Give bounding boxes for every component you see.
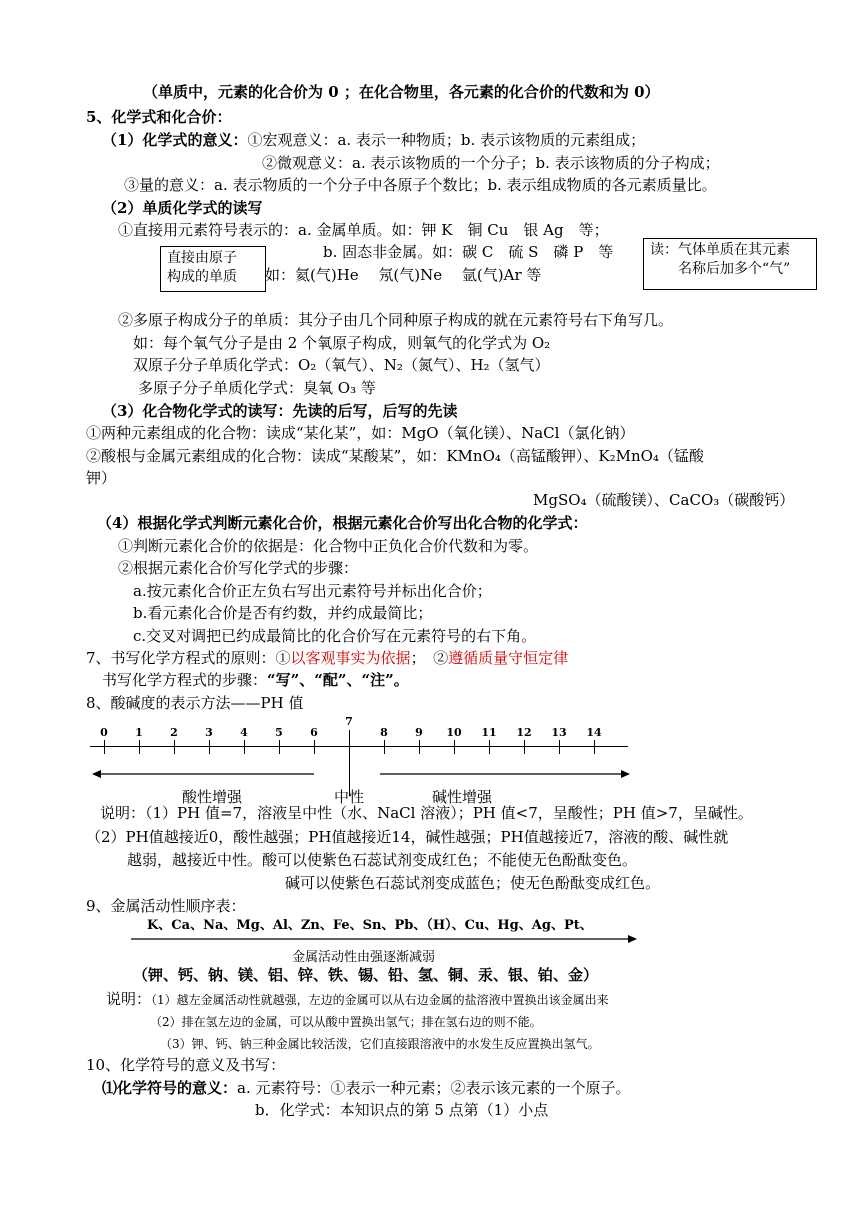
ph-tick <box>279 740 280 754</box>
activity-arrow <box>131 934 637 944</box>
ph-tick <box>244 740 245 754</box>
box-text: 读：气体单质在其元素 <box>650 242 790 258</box>
small-text: （1）越左金属活动性就越强，左边的金属可以从右边金属的盐溶液中置换出该金属出来 <box>151 993 609 1007</box>
ph-tick <box>384 740 385 754</box>
small-text: （3）钾、钙、钠三种金属比较活泼，它们直接跟溶液中的水发生反应置换出氢气。 <box>160 1037 600 1051</box>
text-line: ①直接用元素符号表示的：a. 金属单质。如：钾 K 铜 Cu 银 Ag 等； <box>118 221 609 239</box>
text-line: 双原子分子单质化学式：O₂（氧气）、N₂（氮气）、H₂（氢气） <box>133 356 550 374</box>
ph-tick <box>174 740 175 754</box>
text-line: b．化学式：本知识点的第 5 点第（1）小点 <box>255 1101 549 1119</box>
text-line: b.看元素化合价是否有约数，并约成最简比； <box>133 604 433 622</box>
box-text: 构成的单质 <box>167 269 237 285</box>
ph-tick-label: 0 <box>100 726 108 739</box>
text-line <box>102 670 409 690</box>
text-line: ③量的意义：a. 表示物质的一个分子中各原子个数比；b. 表示组成物质的各元素质量比。 <box>124 176 717 194</box>
ph-tick-label: 11 <box>481 726 497 739</box>
text-line: b. 固态非金属。如：碳 C 硫 S 磷 P 等 <box>323 243 614 261</box>
text-line: 钾） <box>86 469 117 487</box>
ph-tick-label: 8 <box>380 726 388 739</box>
ph-tick-label: 3 <box>205 726 213 739</box>
box-text: 直接由原子 <box>167 250 237 266</box>
box-text: 名称后加多个“气” <box>678 261 791 277</box>
ph-tick-label: 2 <box>170 726 178 739</box>
text-line: ②微观意义：a. 表示该物质的一个分子；b. 表示该物质的分子构成； <box>262 154 720 172</box>
text-line <box>102 130 645 150</box>
text-line: 越弱，越接近中性。酸可以使紫色石蕊试剂变成红色；不能使无色酚酞变色。 <box>127 851 638 869</box>
text-line: 如：每个氧气分子是由 2 个氧原子构成，则氧气的化学式为 O₂ <box>133 334 551 352</box>
text-line: ②酸根与金属元素组成的化合物：读成“某酸某”，如：KMnO₄（高锰酸钾）、K₂MnO₄（锰酸 <box>86 447 704 465</box>
text-line: 说明：（1）PH 值=7，溶液呈中性（水、NaCl 溶液）；PH 值<7，呈酸性；PH 值>7，呈碱性。 <box>100 804 753 822</box>
ph-tick-label: 6 <box>310 726 318 739</box>
ph-tick-label: 5 <box>275 726 283 739</box>
section-8-heading: 8、酸碱度的表示方法——PH 值 <box>86 694 304 712</box>
text-line: ①判断元素化合价的依据是：化合物中正负化合价代数和为零。 <box>118 537 539 555</box>
ph-tick-label: 14 <box>586 726 602 739</box>
text-line: ②多原子构成分子的单质：其分子由几个同种原子构成的就在元素符号右下角写几。 <box>118 311 674 329</box>
text-line: MgSO₄（硫酸镁）、CaCO₃（碳酸钙） <box>533 491 795 509</box>
text-line <box>102 1078 631 1098</box>
text-span: a. 元素符号：①表示一种元素；②表示该元素的一个原子。 <box>237 1079 631 1097</box>
small-text: （2）排在氢左边的金属，可以从酸中置换出氢气；排在氢右边的则不能。 <box>150 1015 542 1029</box>
sub-heading: （1）化学式的意义： <box>102 131 248 149</box>
text-line: 如：氦(气)He 氖(气)Ne 氩(气)Ar 等 <box>265 266 542 284</box>
text-line: ①两种元素组成的化合物：读成“某化某”，如：MgO（氧化镁）、NaCl（氯化钠） <box>86 424 635 442</box>
ph-tick <box>594 740 595 754</box>
base-label: 碱性增强 <box>432 788 493 806</box>
metal-names: （钾、钙、钠、镁、铝、锌、铁、锡、铅、氢、铜、汞、银、铂、金） <box>133 966 599 984</box>
sub-heading: （4）根据化学式判断元素化合价，根据元素化合价写出化合物的化学式： <box>97 514 588 532</box>
ph-tick-label: 10 <box>446 726 462 739</box>
ph-tick <box>104 740 105 754</box>
ph-axis <box>90 746 628 747</box>
red-text: 遵循质量守恒定律 <box>448 649 569 667</box>
ph-tick <box>209 740 210 754</box>
sub-heading: （3）化合物化学式的读写：先读的后写，后写的先读 <box>102 402 458 420</box>
gas-reading-box <box>643 238 817 290</box>
text-line: （2）PH值越接近0，酸性越强；PH值越接近14，碱性越强；PH值越接近7，溶液的酸、碱性就 <box>86 828 729 846</box>
metal-series: K、Ca、Na、Mg、Al、Zn、Fe、Sn、Pb、（H）、Cu、Hg、Ag、Pt、 <box>147 918 593 933</box>
section-10-heading: 10、化学符号的意义及书写： <box>86 1056 286 1074</box>
ph-tick <box>314 740 315 754</box>
note-line: （单质中，元素的化合价为 0 ；在化合物里，各元素的化合价的代数和为 0） <box>143 83 660 101</box>
text-span: 说明： <box>106 990 152 1008</box>
sub-heading: （2）单质化学式的读写 <box>102 199 263 217</box>
ph-tick-label: 9 <box>415 726 423 739</box>
sub-heading: ⑴化学符号的意义： <box>102 1079 238 1097</box>
neutral-label: 中性 <box>334 788 365 806</box>
text-span: ①宏观意义：a. 表示一种物质；b. 表示该物质的元素组成； <box>247 131 646 149</box>
text-line: c.交叉对调把已约成最简比的化合价写在元素符号的右下角。 <box>133 627 537 645</box>
acid-arrow <box>92 769 314 779</box>
section-9-heading: 9、金属活动性顺序表： <box>86 897 246 915</box>
bold-span: “写”、“配”、“注”。 <box>267 671 409 689</box>
ph-tick-label: 1 <box>135 726 143 739</box>
text-line: 多原子分子单质化学式：臭氧 O₃ 等 <box>138 379 376 397</box>
section-5-heading: 5、化学式和化合价： <box>86 108 232 126</box>
text-span: ； ② <box>410 649 449 667</box>
ph-tick-label: 4 <box>240 726 248 739</box>
text-span: 7、书写化学方程式的原则：① <box>86 649 291 667</box>
text-span: 书写化学方程式的步骤： <box>102 671 268 689</box>
red-text: 以客观事实为依据 <box>290 649 411 667</box>
ph-tick <box>489 740 490 754</box>
text-line <box>106 989 609 1010</box>
ph-tick <box>454 740 455 754</box>
base-arrow <box>380 769 630 779</box>
ph-tick-label: 7 <box>345 715 353 728</box>
text-line: ②根据元素化合价写化学式的步骤： <box>118 559 359 577</box>
section-7-line <box>86 648 568 668</box>
ph-tick <box>419 740 420 754</box>
text-line: 碱可以使紫色石蕊试剂变成蓝色；使无色酚酞变成红色。 <box>285 874 661 892</box>
ph-tick <box>139 740 140 754</box>
activity-label: 金属活动性由强逐渐减弱 <box>292 950 436 965</box>
atom-element-box <box>160 246 266 292</box>
ph-tick <box>559 740 560 754</box>
text-line: a.按元素化合价正左负右写出元素符号并标出化合价； <box>133 582 492 600</box>
ph-tick <box>524 740 525 754</box>
acid-label: 酸性增强 <box>182 788 243 806</box>
ph-tick-label: 12 <box>516 726 532 739</box>
ph-tick-label: 13 <box>551 726 567 739</box>
